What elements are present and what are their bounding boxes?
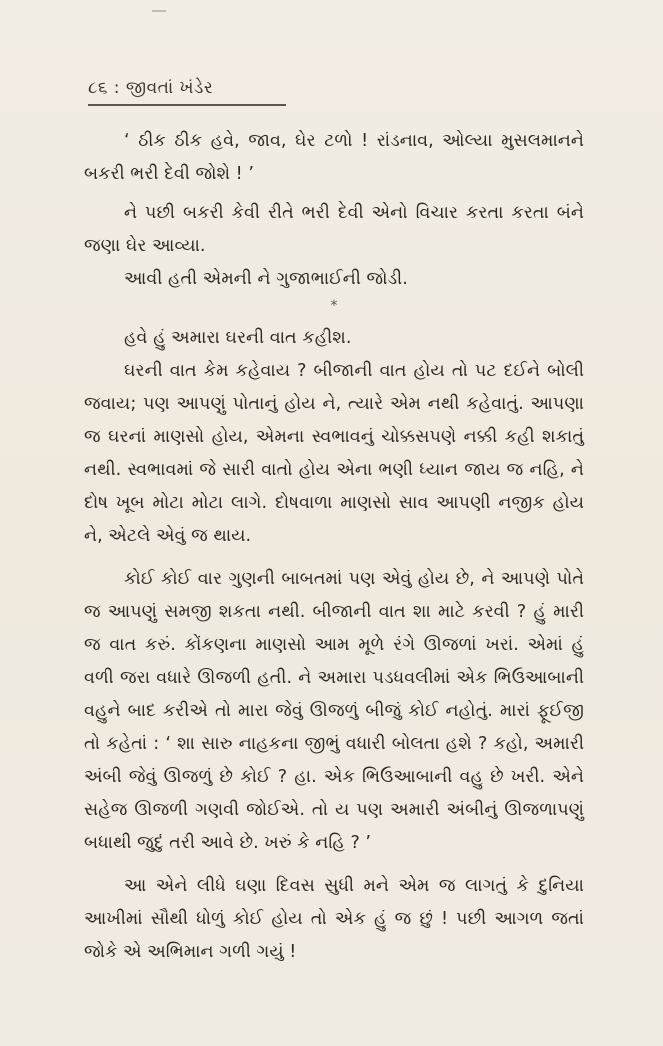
page-smudge-mark [152,10,166,12]
running-head [88,78,308,106]
body-text [84,125,584,969]
running-head-separator: : [113,78,121,98]
paragraph: ને પછી બકરી કેવી રીતે ભરી દેવી એનો વિચાર કરતા કરતા બંને જણા ઘેર આવ્યા. [84,203,584,256]
running-head-rule [88,104,286,106]
paragraph: ઘરની વાત કેમ કહેવાય ? બીજાની વાત હોય તો પટ દઈને બોલી જવાય; પણ આપણું પોતાનું હોય ને, ત્યારે એમ નથી કહેવાતું. આપણા જ ઘરનાં માણસો હોય, એમના સ્વભાવનું ચોક્કસપણે નક્કી કહી શકાતું નથી. સ્વભાવમાં જે સારી વાતો હોય એના ભણી ધ્યાન જાય જ નહિ, ને દોષ ખૂબ મોટા મોટા લાગે. દોષવાળા માણસો સાવ આપણી નજીક હોય ને, એટલે એવું જ થાય. [84,361,584,546]
paragraph-gap [84,860,584,870]
paragraph: આવી હતી એમની ને ગુજાભાઈની જોડી. [124,269,408,289]
book-title: જીવતાં ખંડેર [125,78,214,98]
paragraph: આ એને લીધે ઘણા દિવસ સુધી મને એમ જ લાગતું કે દુનિયા આખીમાં સૌથી ધોળું કોઈ હોય તો એક હું જ છું ! પછી આગળ જતાં જોકે એ અભિમાન ગળી ગયું ! [84,876,584,962]
paragraph-gap [84,553,584,563]
paragraph: હવે હું અમારા ઘરની વાત કહીશ. [124,328,352,348]
section-break-asterisk: * [330,298,338,314]
running-head-text [88,78,308,98]
page-number: ૮૬ [88,78,108,98]
paragraph: કોઈ કોઈ વાર ગુણની બાબતમાં પણ એવું હોય છે, ને આપણે પોતે જ આપણું સમજી શકતા નથી. બીજાની વાત શા માટે કરવી ? હું મારી જ વાત કરું. કોંકણના માણસો આમ મૂળે રંગે ઊજળાં ખરાં. એમાં હું વળી જરા વધારે ઊજળી હતી. ને અમારા પડધવલીમાં એક ભિઉઆબાની વહુને બાદ કરીએ તો મારા જેવું ઊજળું બીજું કોઈ નહોતું. મારાં ફૂઈજી તો કહેતાં : ‘ શા સારુ નાહકના જીભું વધારી બોલતા હશે ? કહો, અમારી અંબી જેવું ઊજળું છે કોઈ ? હા. એક ભિઉઆબાની વહુ છે ખરી. એને સહેજ ઊજળી ગણવી જોઈએ. તો ય પણ અમારી અંબીનું ઊજળાપણું બધાથી જુદું તરી આવે છે. ખરું કે નહિ ? ’ [84,569,584,853]
paragraph: ‘ ઠીક ઠીક હવે, જાવ, ઘેર ટળો ! રાંડનાવ, ઓલ્યા મુસલમાનને બકરી ભરી દેવી જોશે ! ’ [84,131,584,184]
